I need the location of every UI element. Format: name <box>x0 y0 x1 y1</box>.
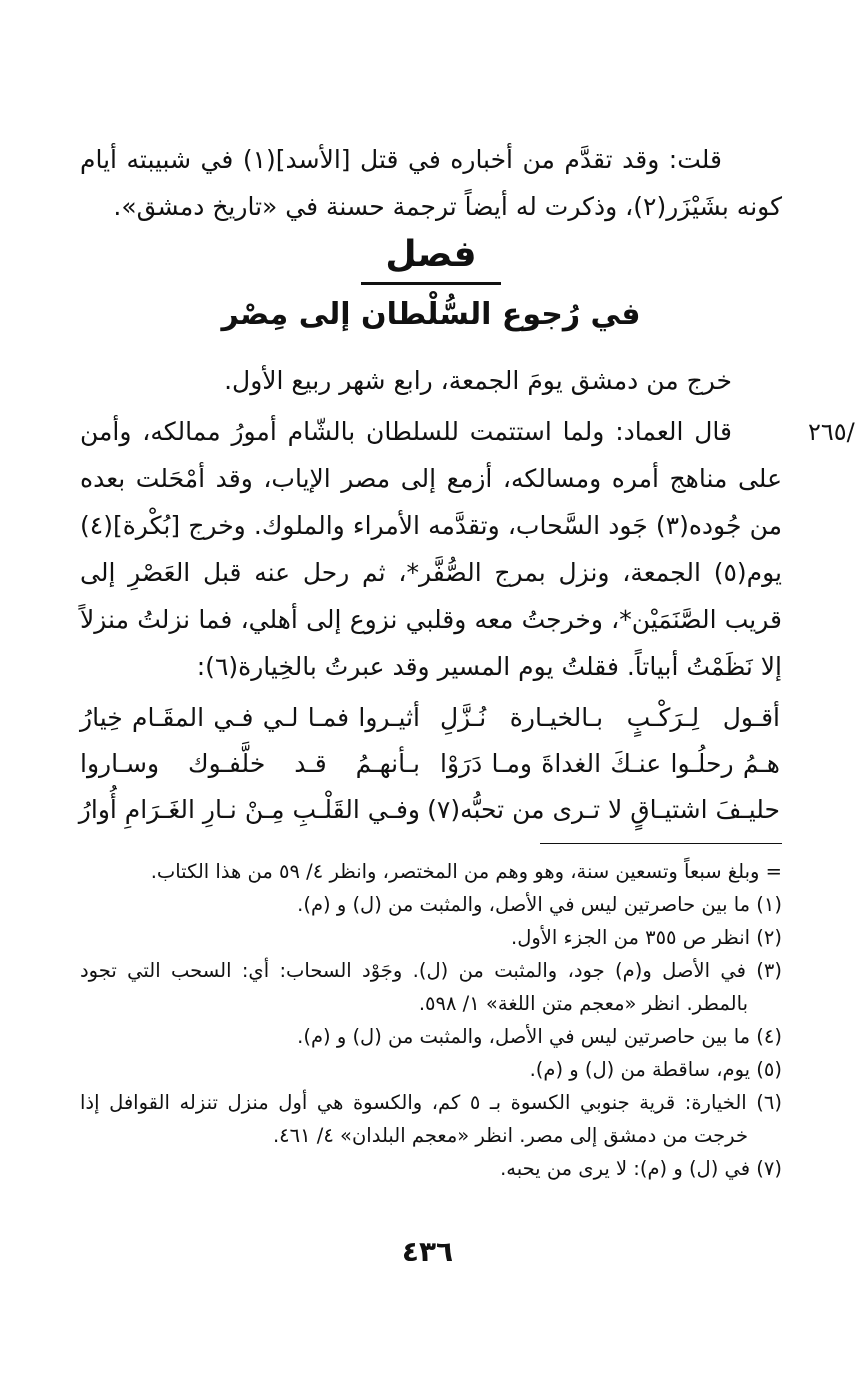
poem-first-hemistich: أقـول لِـرَكْـبٍ بـالخيـارة نُـزَّلِ <box>440 703 780 732</box>
poem-line <box>80 787 780 833</box>
body-paragraph-1: خرج من دمشق يومَ الجمعة، رابع شهر ربيع الأول. <box>224 366 732 395</box>
intro-paragraph-block <box>80 136 782 230</box>
poem-first-hemistich: حليـفَ اشتيـاقٍ لا تـرى من تحبُّه(٧) <box>427 795 780 824</box>
footnote-2: (٢) انظر ص ٣٥٥ من الجزء الأول. <box>511 926 782 949</box>
margin-page-reference: /٢٦٥ <box>808 418 855 446</box>
poem-line <box>80 741 780 787</box>
footnote-4: (٤) ما بين حاصرتين ليس في الأصل، والمثبت من (ل) و (م). <box>297 1025 782 1048</box>
footnote-5: (٥) يوم، ساقطة من (ل) و (م). <box>529 1058 782 1081</box>
poem-first-hemistich: هـمُ رحلُـوا عنـكَ الغداةَ ومـا دَرَوْا <box>440 749 780 778</box>
footnote-divider <box>540 843 782 844</box>
footnote-7: (٧) في (ل) و (م): لا يرى من يحبه. <box>500 1157 782 1180</box>
body-paragraph-2: قال العماد: ولما استتمت للسلطان بالشّام أمورُ ممالكه، وأمن على مناهج أمره ومسالكه، أزمع إلى مصر الإياب، وقد أمْحَلت بعده من جُوده(٣) جَود السَّحاب، وتقدَّمه الأمراء والملوك. وخرج [بُكْرة](٤) يوم(٥) الجمعة، ونزل بمرج الصُّفَّر*، ثم رحل عنه قبل العَصْرِ إلى قريب الصَّنَمَيْن*، وخرجتُ معه وقلبي نزوع إلى أهلي، فما نزلتُ منزلاً إلا نَظَمْتُ أبياتاً. فقلتُ يوم المسير وقد عبرتُ بالخِيارة(٦): <box>80 417 782 681</box>
poem-line <box>80 695 780 741</box>
poem-second-hemistich: بـأنهـمُ قـد خلَّفـوك وسـاروا <box>80 749 420 778</box>
section-heading <box>80 230 782 285</box>
footnote-3: (٣) في الأصل و(م) جود، والمثبت من (ل). وجَوْد السحاب: أي: السحب التي تجود بالمطر. انظر «معجم متن اللغة» ١/ ٥٩٨. <box>80 959 782 1015</box>
section-heading-text: فصل <box>361 230 500 285</box>
section-subheading: في رُجوع السُّلْطان إلى مِصْر <box>221 297 641 332</box>
footnote-6: (٦) الخيارة: قرية جنوبي الكسوة بـ ٥ كم، والكسوة هي أول منزل تنزله القوافل إذا خرجت من دمشق إلى مصر. انظر «معجم البلدان» ٤/ ٤٦١. <box>80 1091 782 1147</box>
poem-second-hemistich: أثيـروا فمـا لـي فـي المقَـام خِيارُ <box>80 703 420 732</box>
footnotes <box>80 855 782 1185</box>
poem <box>80 695 780 833</box>
intro-paragraph: قلت: وقد تقدَّم من أخباره في قتل [الأسد](١) في شبيبته أيام كونه بشَيْزَر(٢)، وذكرت له أيضاً ترجمة حسنة في «تاريخ دمشق». <box>80 145 782 221</box>
footnote-continuation: = وبلغ سبعاً وتسعين سنة، وهو وهم من المختصر، وانظر ٤/ ٥٩ من هذا الكتاب. <box>150 860 782 883</box>
page-number: ٤٣٦ <box>401 1235 454 1268</box>
body-text-block <box>80 357 782 690</box>
poem-second-hemistich: وفـي القَلْـبِ مِـنْ نـارِ الغَـرَامِ أُوارُ <box>78 795 420 824</box>
footnote-1: (١) ما بين حاصرتين ليس في الأصل، والمثبت من (ل) و (م). <box>297 893 782 916</box>
